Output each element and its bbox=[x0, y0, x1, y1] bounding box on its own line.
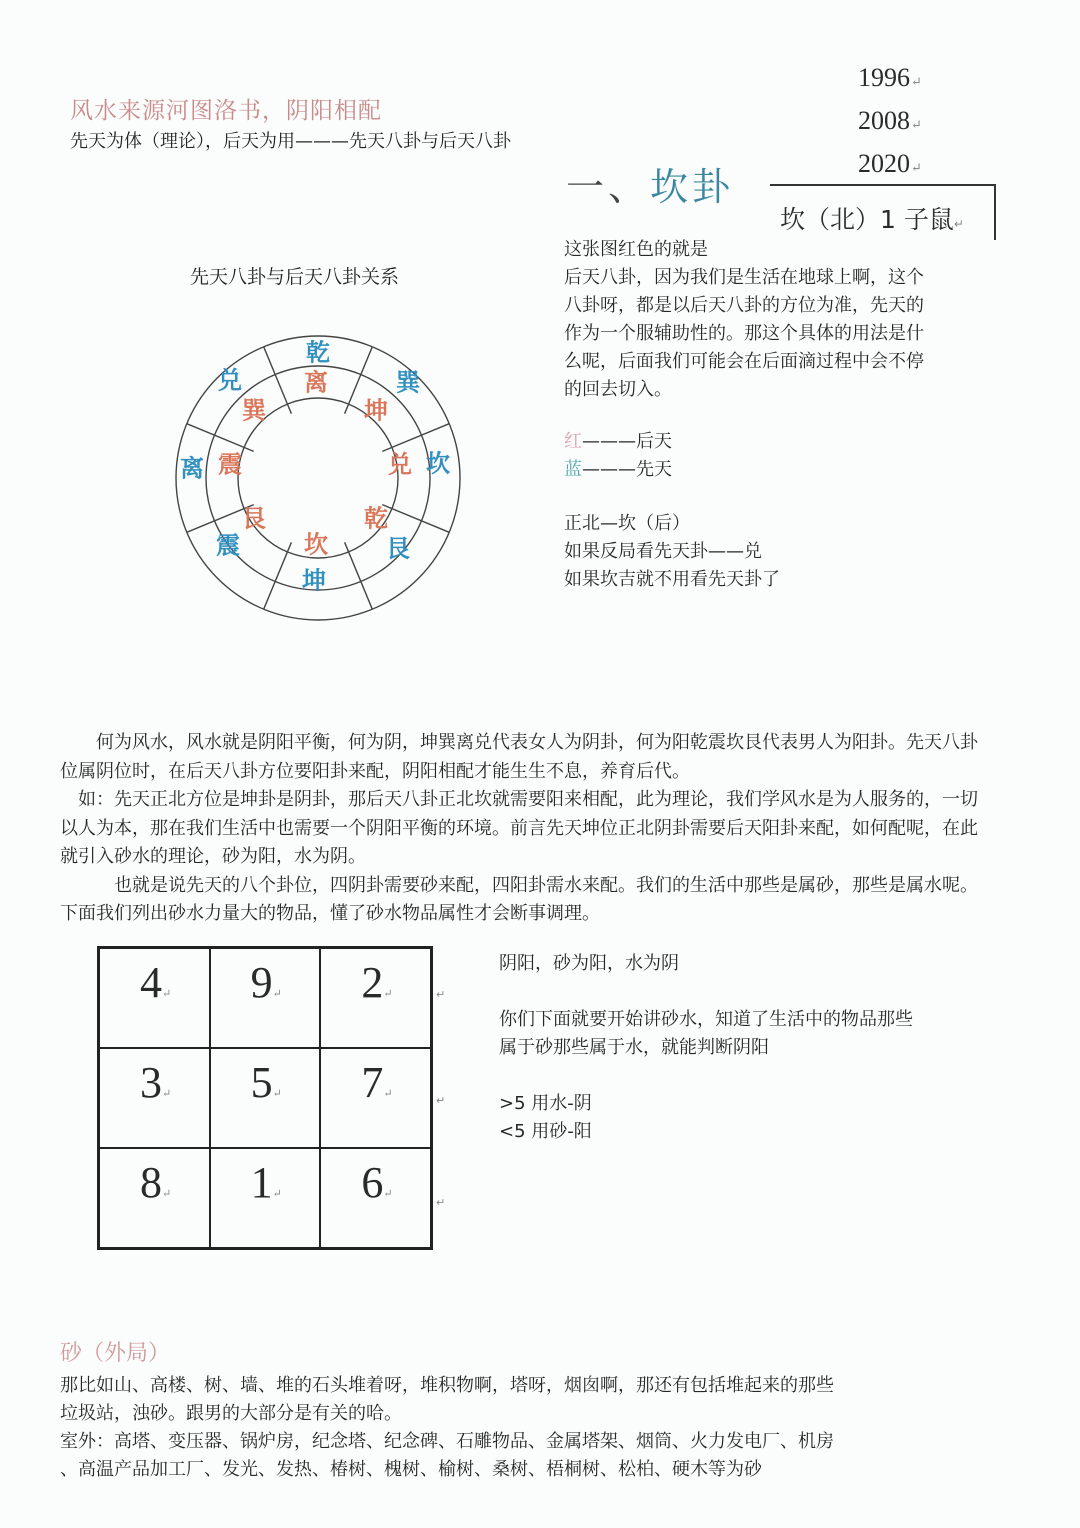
grid-cell: 2↵ bbox=[320, 948, 431, 1048]
houtian-bottom-left: 艮 bbox=[242, 504, 266, 533]
grid-cell: 3↵ bbox=[99, 1048, 210, 1148]
right-notes bbox=[564, 236, 994, 404]
legend-item-red: 红———后天 bbox=[564, 431, 672, 452]
legend-item-blue: 蓝———先天 bbox=[564, 459, 672, 480]
xiantian-bottom: 坤 bbox=[302, 566, 326, 595]
yinyang-line: 你们下面就要开始讲砂水，知道了生活中的物品那些 bbox=[499, 1009, 913, 1030]
houtian-top-left: 巽 bbox=[242, 396, 266, 425]
note-line: 如果坎吉就不用看先天卦了 bbox=[564, 569, 780, 590]
return-mark-icon: ↵ bbox=[383, 1088, 393, 1100]
note-line: 么呢，后面我们可能会在后面滴过程中会不停 bbox=[564, 351, 924, 372]
return-mark-icon: ↵ bbox=[911, 74, 922, 89]
return-mark-icon: ↵ bbox=[383, 1188, 393, 1200]
xiantian-bottom-left: 震 bbox=[216, 531, 240, 560]
grid-cell: 8↵ bbox=[99, 1148, 210, 1248]
sha-line: 室外：高塔、变压器、锅炉房，纪念塔、纪念碑、石雕物品、金属塔架、烟筒、火力发电厂、机房 bbox=[60, 1431, 834, 1452]
grid-cell: 6↵ bbox=[320, 1148, 431, 1248]
years-list bbox=[858, 58, 922, 187]
body-paragraph: 也就是说先天的八个卦位，四阴卦需要砂来配，四阳卦需水来配。我们的生活中那些是属砂，那些是属水呢。下面我们列出砂水力量大的物品，懂了砂水物品属性才会断事调理。 bbox=[60, 874, 978, 924]
note-line: 如果反局看先天卦——兑 bbox=[564, 541, 762, 562]
bagua-diagram bbox=[168, 328, 468, 628]
return-mark-icon: ↵ bbox=[436, 1196, 446, 1209]
return-mark-icon: ↵ bbox=[436, 988, 446, 1001]
grid-cell: 5↵ bbox=[210, 1048, 321, 1148]
sha-line: 、高温产品加工厂、发光、发热、椿树、槐树、榆树、桑树、梧桐树、松柏、硬木等为砂 bbox=[60, 1459, 762, 1480]
year-item: 2008↵ bbox=[858, 106, 922, 135]
houtian-top-right: 坤 bbox=[364, 396, 388, 425]
xiantian-bottom-right: 艮 bbox=[386, 534, 410, 563]
xiantian-top-right: 巽 bbox=[396, 368, 420, 397]
sha-line: 垃圾站，浊砂。跟男的大部分是有关的哈。 bbox=[60, 1403, 402, 1424]
return-mark-icon: ↵ bbox=[272, 1188, 282, 1200]
xiantian-right: 坎 bbox=[426, 449, 450, 478]
grid-cell: 7↵ bbox=[320, 1048, 431, 1148]
return-mark-icon: ↵ bbox=[162, 1088, 172, 1100]
note-line: 作为一个服辅助性的。那这个具体的用法是什 bbox=[564, 323, 924, 344]
section-heading: 一、坎卦 bbox=[566, 165, 735, 209]
year-item: 1996↵ bbox=[858, 63, 922, 92]
kan-label: 坎（北）1 子鼠 bbox=[780, 205, 954, 234]
return-mark-icon: ↵ bbox=[383, 988, 393, 1000]
kan-label-box bbox=[770, 184, 996, 240]
xiantian-left: 离 bbox=[180, 454, 204, 483]
return-mark-icon: ↵ bbox=[272, 988, 282, 1000]
sha-section-title: 砂（外局） bbox=[60, 1341, 171, 1366]
note-line: 正北—坎（后） bbox=[564, 513, 690, 534]
houtian-bottom: 坎 bbox=[304, 530, 328, 559]
page-title: 风水来源河图洛书，阴阳相配 bbox=[70, 98, 382, 124]
sha-line: 那比如山、高楼、树、墙、堆的石头堆着呀，堆积物啊，塔呀，烟囱啊，那还有包括堆起来的那些 bbox=[60, 1375, 834, 1396]
return-mark-icon: ↵ bbox=[436, 1094, 446, 1107]
rule-less-than-5: <5 用砂-阳 bbox=[499, 1121, 592, 1142]
yinyang-line: 属于砂那些属于水，就能判断阴阳 bbox=[499, 1037, 769, 1058]
houtian-top: 离 bbox=[304, 368, 328, 397]
return-mark-icon: ↵ bbox=[953, 217, 964, 231]
body-text bbox=[60, 729, 995, 929]
sha-section-text bbox=[60, 1372, 1020, 1484]
return-mark-icon: ↵ bbox=[272, 1088, 282, 1100]
luoshu-grid bbox=[97, 946, 433, 1250]
yinyang-line: 阴阳，砂为阳，水为阴 bbox=[499, 953, 679, 974]
page-subtitle: 先天为体（理论），后天为用———先天八卦与后天八卦 bbox=[70, 131, 511, 152]
rule-greater-than-5: >5 用水-阴 bbox=[499, 1093, 592, 1114]
diagram-title: 先天八卦与后天八卦关系 bbox=[190, 266, 400, 288]
return-mark-icon: ↵ bbox=[162, 988, 172, 1000]
houtian-bottom-right: 乾 bbox=[364, 504, 388, 533]
note-line: 这张图红色的就是 bbox=[564, 239, 708, 260]
return-mark-icon: ↵ bbox=[911, 160, 922, 175]
color-legend bbox=[564, 428, 672, 484]
note-line: 后天八卦，因为我们是生活在地球上啊，这个 bbox=[564, 267, 924, 288]
houtian-right: 兑 bbox=[388, 450, 412, 479]
body-paragraph: 如：先天正北方位是坤卦是阴卦，那后天八卦正北坎就需要阳来相配，此为理论，我们学风水是为人服务的，一切以人为本，那在我们生活中也需要一个阴阳平衡的环境。前言先天坤位正北阴卦需要后天阳卦来配，如何配呢，在此就引入砂水的理论，砂为阳，水为阴。 bbox=[60, 789, 978, 867]
return-mark-icon: ↵ bbox=[162, 1188, 172, 1200]
note-line: 的回去切入。 bbox=[564, 379, 672, 400]
yinyang-notes bbox=[499, 950, 999, 1146]
year-item: 2020↵ bbox=[858, 149, 922, 178]
houtian-left: 震 bbox=[218, 450, 242, 479]
grid-cell: 4↵ bbox=[99, 948, 210, 1048]
return-mark-icon: ↵ bbox=[911, 117, 922, 132]
xiantian-top: 乾 bbox=[306, 338, 330, 367]
xiantian-top-left: 兑 bbox=[218, 366, 242, 395]
north-notes bbox=[564, 510, 780, 594]
grid-cell: 9↵ bbox=[210, 948, 321, 1048]
grid-cell: 1↵ bbox=[210, 1148, 321, 1248]
body-paragraph: 何为风水，风水就是阴阳平衡，何为阴，坤巽离兑代表女人为阴卦，何为阳乾震坎艮代表男人为阳卦。先天八卦位属阴位时，在后天八卦方位要阳卦来配，阴阳相配才能生生不息，养育后代。 bbox=[60, 732, 978, 782]
note-line: 八卦呀，都是以后天八卦的方位为准，先天的 bbox=[564, 295, 924, 316]
